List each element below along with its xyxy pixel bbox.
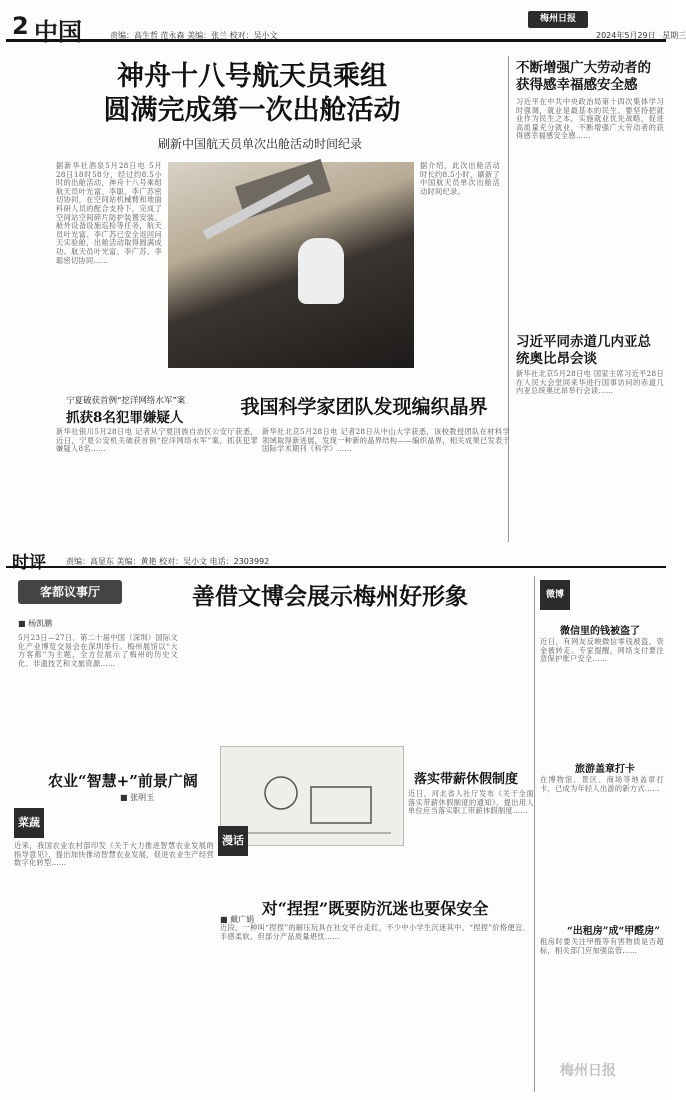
column-byline: ■ 杨凯鹏	[18, 619, 53, 628]
column-logo: 客都议事厅	[18, 580, 122, 604]
agriculture-byline: ■ 张明玉	[120, 793, 155, 802]
section-name: 中国	[34, 18, 82, 46]
agriculture-tag: 菜蔬	[14, 808, 44, 838]
left-body: 新华社银川5月28日电 记者从宁夏回族自治区公安厅获悉，近日，宁夏公安机关破获首例“挖洋网络水军”案，抓获犯罪嫌疑人8名……	[56, 427, 258, 454]
column-divider	[534, 576, 535, 1092]
bottom-byline: ■ 戴广娟	[220, 915, 255, 924]
agriculture-body: 近来，我国农业农村部印发《关于大力推进智慧农业发展的指导意见》，提出加快推动智慧农业发展，促进农业生产经营数字化转型……	[14, 841, 214, 868]
cartoon-headline: 落实带薪休假制度	[414, 772, 519, 787]
lead-headline	[72, 60, 432, 128]
newspaper-logo: 梅州日报	[528, 11, 588, 28]
mid-headline: 我国科学家团队发现编织晶界	[240, 396, 488, 418]
left-kicker: 宁夏破获首例“挖洋网络水军”案	[66, 396, 186, 406]
date-text: 2024年5月29日	[596, 31, 656, 40]
lead-photo	[168, 162, 414, 368]
cartoon-tag: 漫话	[218, 826, 248, 856]
column-body: 5月23日—27日，第二十届中国（深圳）国际文化产业博览交易会在深圳举行。梅州展馆以“大方客都”为主题，全方位展示了梅州的历史文化、非遗技艺和文旅资源……	[18, 633, 178, 668]
page-number: 2	[12, 12, 29, 40]
weibo-title-2: 旅游盖章打卡	[575, 764, 635, 775]
commentary-band	[6, 548, 666, 573]
weibo-title-3: “出租房”成“甲醛房”	[567, 926, 661, 937]
weibo-title-1: 微信里的钱被盗了	[560, 626, 640, 637]
cartoon-drawing	[221, 747, 405, 847]
header-date	[592, 30, 686, 41]
weibo-tag: 微博	[540, 580, 570, 610]
right-headline-2: 习近平同赤道几内亚总统奥比昂会谈	[516, 334, 651, 367]
weekday-text: 星期三	[662, 31, 686, 40]
lead-body: 据新华社酒泉5月28日电 5月28日18时58分，经过约8.5小时的出舱活动，神舟十八号乘组航天员叶光富、李聪、李广苏密切协同，在空间站机械臂和地面科研人员的配合支持下，完成了空间站空间碎片防护装置安装、舱外设备设施巡检等任务，航天员叶光富、李广苏已安全返回问天实验舱，出舱活动取得圆满成功。航天员叶光富、李广苏、李聪密切协同……	[56, 161, 162, 265]
column-headline: 善借文博会展示梅州好形象	[192, 583, 468, 610]
mid-body: 新华社北京5月28日电 记者28日从中山大学获悉，该校教授团队在材料学领域取得新进展，发现一种新的晶界结构——编织晶界，相关成果已发表于国际学术期刊《科学》……	[262, 427, 510, 454]
lead-body-right: 据介绍，此次出舱活动时长约8.5小时，刷新了中国航天员单次出舱活动时间纪录。	[420, 161, 500, 196]
lead-subheadline: 刷新中国航天员单次出舱活动时间纪录	[157, 137, 362, 151]
bottom-headline: 对“捏捏”既要防沉迷也要保安全	[261, 899, 489, 918]
commentary-staff: 责编：高显东 美编：黄艳 校对：吴小文 电话：2303992	[66, 557, 270, 566]
lead-headline-line1: 神舟十八号航天员乘组	[117, 61, 387, 92]
weibo-body-3: 租房时要关注甲醛等有害物质是否超标，相关部门应加强监管……	[540, 937, 664, 955]
right-body-2: 新华社北京5月28日电 国家主席习近平28日在人民大会堂同来华进行国事访问的赤道几内亚总统奥比昂举行会谈……	[516, 369, 664, 396]
right-headline-1: 不断增强广大劳动者的获得感幸福感安全感	[516, 60, 651, 93]
left-headline: 抓获8名犯罪嫌疑人	[66, 410, 184, 426]
weibo-body-2: 在博物馆、景区、商场等地盖章打卡，已成为年轻人出游的新方式……	[540, 775, 664, 793]
commentary-section: 时评	[12, 553, 46, 573]
watermark: 梅州日报	[560, 1063, 616, 1079]
cartoon-body: 近日，河北省人社厅发布《关于全面落实带薪休假制度的通知》，提出用人单位应当落实职工带薪休假制度……	[408, 789, 534, 816]
lead-headline-line2: 圆满完成第一次出舱活动	[103, 95, 401, 126]
weibo-body-1: 近日，有网友反映微信零钱被盗，资金被转走。专家提醒，网络支付要注意保护账户安全……	[540, 637, 664, 664]
astronaut-figure	[298, 238, 344, 304]
agriculture-headline: 农业“智慧+”前景广阔	[48, 772, 198, 790]
right-body-1: 习近平在中共中央政治局第十四次集体学习时强调，就业是最基本的民生。要坚持把就业作为民生之本，实施就业优先战略，促进高质量充分就业，不断增强广大劳动者的获得感幸福感安全感……	[516, 97, 664, 141]
bottom-body: 近段，一种叫“捏捏”的解压玩具在社交平台走红，不少中小学生沉迷其中。“捏捏”价格便宜、手感柔软，但部分产品质量堪忧……	[220, 923, 530, 941]
header-staff: 责编：高生哲 范永森 美编：张兰 校对：吴小文	[110, 31, 278, 40]
page-header	[6, 8, 686, 46]
weibo-header	[540, 580, 662, 620]
